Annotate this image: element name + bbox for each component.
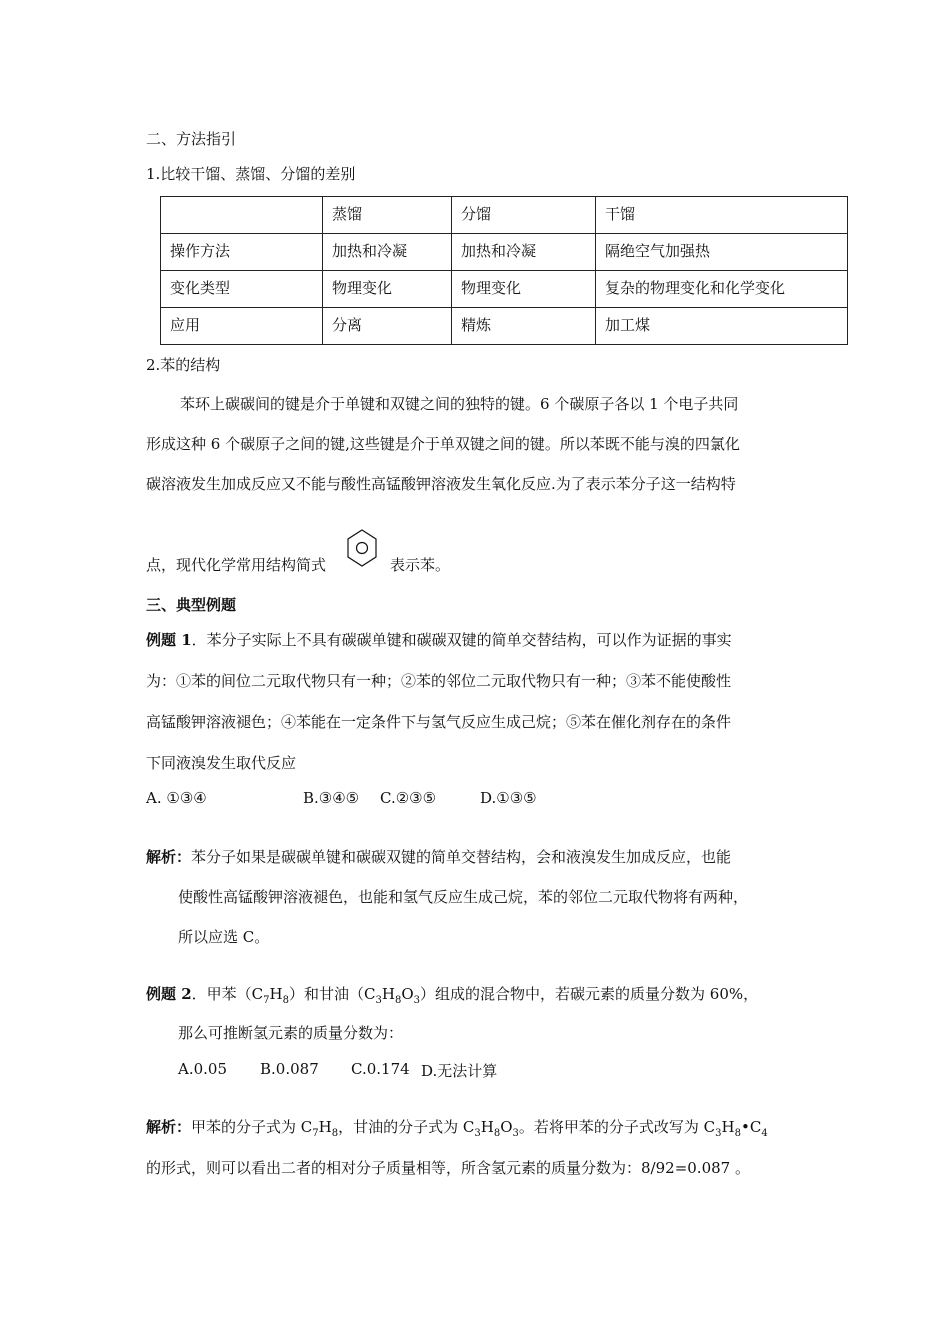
example2-option-d: D.无法计算 bbox=[421, 1062, 498, 1080]
analysis2-text: H bbox=[318, 1118, 332, 1136]
analysis2-text: 。若将甲苯的分子式改写为 C bbox=[518, 1118, 716, 1136]
table-cell: 物理变化 bbox=[452, 271, 596, 308]
subscript: 3 bbox=[474, 1128, 481, 1139]
example2-line: 那么可推断氢元素的质量分数为： bbox=[178, 1024, 404, 1042]
table-cell: 变化类型 bbox=[161, 271, 323, 308]
subscript: 7 bbox=[263, 995, 270, 1006]
analysis2-text: O bbox=[500, 1118, 513, 1136]
example2-text: ）和甘油（C bbox=[289, 985, 376, 1003]
example2-label: 例题 2 bbox=[146, 985, 192, 1003]
subscript: 8 bbox=[493, 1128, 501, 1139]
example2-text: O bbox=[401, 985, 414, 1003]
analysis1-line: 所以应选 C。 bbox=[178, 928, 270, 946]
subscript: 8 bbox=[734, 1128, 741, 1139]
comparison-table bbox=[160, 196, 848, 345]
benzene-paragraph-line: 点，现代化学常用结构简式 bbox=[146, 556, 327, 574]
table-cell: 隔绝空气加强热 bbox=[596, 234, 848, 271]
section3-heading: 三、典型例题 bbox=[146, 596, 237, 614]
example1-text: ．苯分子实际上不具有碳碳单键和碳碳双键的简单交替结构，可以作为证据的事实 bbox=[191, 631, 732, 649]
table-cell: 精炼 bbox=[452, 308, 596, 345]
benzene-paragraph-line: 形成这种 6 个碳原子之间的键,这些键是介于单双键之间的键。所以苯既不能与溴的四氯化 bbox=[146, 435, 740, 453]
analysis1-line: 使酸性高锰酸钾溶液褪色，也能和氢气反应生成己烷，苯的邻位二元取代物将有两种， bbox=[178, 888, 749, 906]
table-row bbox=[161, 308, 848, 345]
table-cell: 加热和冷凝 bbox=[323, 234, 452, 271]
analysis2-line: 的形式，则可以看出二者的相对分子质量相等，所含氢元素的质量分数为：8/92=0.087 。 bbox=[146, 1159, 750, 1177]
analysis2-text: H bbox=[721, 1118, 735, 1136]
benzene-paragraph-line: 表示苯。 bbox=[390, 556, 451, 574]
subscript: 3 bbox=[413, 995, 421, 1006]
section2-heading: 二、方法指引 bbox=[146, 130, 237, 148]
example1-option-a: A. ①③④ bbox=[146, 789, 207, 807]
example2-text: ）组成的混合物中，若碳元素的质量分数为 60%， bbox=[420, 985, 759, 1003]
table-cell: 蒸馏 bbox=[323, 197, 452, 234]
subscript: 3 bbox=[715, 1128, 722, 1139]
analysis2-text: •C bbox=[740, 1118, 762, 1136]
example1-label: 例题 1 bbox=[146, 631, 192, 649]
analysis1-label: 解析： bbox=[146, 848, 192, 866]
analysis2-text: ，甘油的分子式为 C bbox=[338, 1118, 475, 1136]
benzene-structure-icon bbox=[345, 528, 379, 570]
example2-text: H bbox=[381, 985, 395, 1003]
table-row bbox=[161, 271, 848, 308]
subscript: 8 bbox=[394, 995, 402, 1006]
analysis2-label: 解析： bbox=[146, 1118, 192, 1136]
example2-option-c: C.0.174 bbox=[351, 1060, 410, 1078]
subscript: 7 bbox=[312, 1128, 319, 1139]
table-cell bbox=[161, 197, 323, 234]
benzene-paragraph-line: 碳溶液发生加成反应又不能与酸性高锰酸钾溶液发生氧化反应.为了表示苯分子这一结构特 bbox=[146, 475, 736, 493]
example1-line: 下同液溴发生取代反应 bbox=[146, 754, 297, 772]
example1-line: 高锰酸钾溶液褪色；④苯能在一定条件下与氢气反应生成己烷；⑤苯在催化剂存在的条件 bbox=[146, 713, 732, 731]
table-cell: 加工煤 bbox=[596, 308, 848, 345]
subscript: 4 bbox=[761, 1128, 768, 1139]
table-row bbox=[161, 234, 848, 271]
example1-option-d: D.①③⑤ bbox=[480, 789, 537, 807]
benzene-paragraph-line: 苯环上碳碳间的键是介于单键和双键之间的独特的键。6 个碳原子各以 1 个电子共同 bbox=[180, 395, 739, 413]
table-header-row bbox=[161, 197, 848, 234]
table-cell: 分离 bbox=[323, 308, 452, 345]
analysis2-text: H bbox=[480, 1118, 494, 1136]
table-cell: 应用 bbox=[161, 308, 323, 345]
subscript: 8 bbox=[331, 1128, 339, 1139]
table-cell: 复杂的物理变化和化学变化 bbox=[596, 271, 848, 308]
example2-text: ．甲苯（C bbox=[191, 985, 264, 1003]
example1-line: 为：①苯的间位二元取代物只有一种；②苯的邻位二元取代物只有一种；③苯不能使酸性 bbox=[146, 672, 732, 690]
analysis1-text: 苯分子如果是碳碳单键和碳碳双键的简单交替结构，会和液溴发生加成反应，也能 bbox=[191, 848, 732, 866]
table-cell: 物理变化 bbox=[323, 271, 452, 308]
example1-option-b: B.③④⑤ bbox=[303, 789, 360, 807]
table-cell: 加热和冷凝 bbox=[452, 234, 596, 271]
table-cell: 分馏 bbox=[452, 197, 596, 234]
analysis2-text: 甲苯的分子式为 C bbox=[191, 1118, 313, 1136]
subscript: 8 bbox=[282, 995, 289, 1006]
example1-option-c: C.②③⑤ bbox=[380, 789, 437, 807]
example2-line bbox=[146, 983, 758, 1004]
table-cell: 干馏 bbox=[596, 197, 848, 234]
example2-option-b: B.0.087 bbox=[260, 1060, 319, 1078]
example1-line bbox=[146, 629, 732, 650]
subscript: 3 bbox=[512, 1128, 519, 1139]
item1-title: 1.比较干馏、蒸馏、分馏的差别 bbox=[146, 165, 356, 183]
analysis1-line bbox=[146, 846, 731, 867]
analysis2-line bbox=[146, 1116, 768, 1137]
subscript: 3 bbox=[375, 995, 382, 1006]
table-cell: 操作方法 bbox=[161, 234, 323, 271]
example2-option-a: A.0.05 bbox=[178, 1060, 227, 1078]
item2-title: 2.苯的结构 bbox=[146, 356, 221, 374]
example2-text: H bbox=[269, 985, 283, 1003]
